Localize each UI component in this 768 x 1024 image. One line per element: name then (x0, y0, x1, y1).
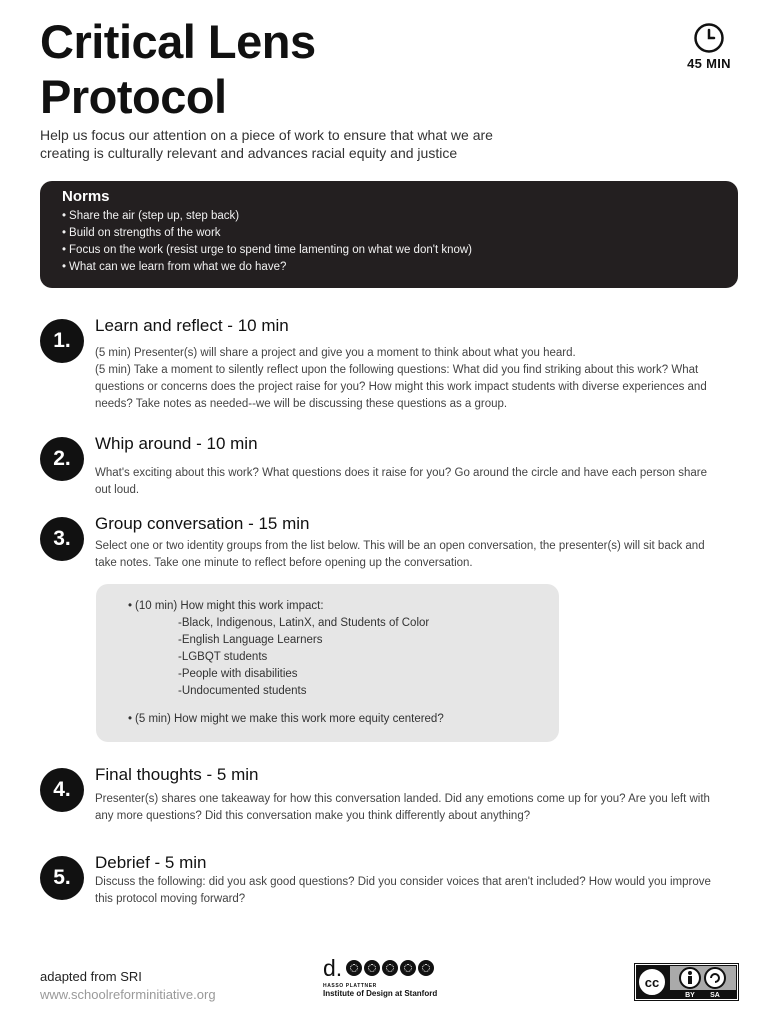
identity-group: -Black, Indigenous, LatinX, and Students of Color (178, 617, 430, 629)
step-number-badge: 1. (40, 319, 84, 363)
cc-by-sa-license-icon (634, 963, 739, 1001)
cc-sa-label: SA (710, 992, 720, 999)
step-line: Presenter(s) shares one takeaway for how this conversation landed. Did any emotions come up for you? Are you left with any more questions? Did this conversation make you think differently about anything? (95, 793, 710, 822)
step-number-badge: 5. (40, 856, 84, 900)
page-title (40, 14, 316, 124)
step-title: Final thoughts - 5 min (95, 765, 259, 784)
step-description (95, 874, 715, 908)
svg-text:cc: cc (644, 975, 660, 990)
page-subtitle: Help us focus our attention on a piece of work to ensure that what we are creating is culturally relevant and advances racial equity and justice (40, 127, 493, 161)
step-title: Learn and reflect - 10 min (95, 316, 289, 335)
identity-groups-box (96, 584, 559, 742)
norm-item: • Build on strengths of the work (62, 225, 716, 242)
cc-by-label: BY (685, 992, 695, 999)
step-title: Group conversation - 15 min (95, 514, 310, 533)
norm-item: • Focus on the work (resist urge to spend time lamenting on what we don't know) (62, 242, 716, 259)
step-title: Whip around - 10 min (95, 434, 258, 453)
dschool-line-2: Institute of Design at Stanford (323, 989, 438, 998)
norms-list (62, 208, 716, 276)
dschool-mark: d. (323, 955, 343, 981)
step-title: Debrief - 5 min (95, 853, 207, 872)
step-line: Discuss the following: did you ask good questions? Did you consider voices that aren't included? How would you improve this protocol moving forward? (95, 876, 711, 905)
norms-title: Norms (62, 188, 110, 205)
step-description (95, 791, 715, 825)
step-line: Select one or two identity groups from the list below. This will be an open conversation, the presenter(s) will sit back and take notes. Take one minute to reflect before opening up the conversation. (95, 540, 705, 569)
attribution (40, 968, 216, 1004)
title-line-1: Critical Lens (40, 15, 316, 68)
step-line: (5 min) Take a moment to silently reflect upon the following questions: What did you find striking about this work? What questions or concerns does the project raise for you? How might this work impact students with diverse experiences and needs? Take notes as needed--we will be discussing these questions as a group. (95, 364, 707, 410)
duration-indicator (678, 22, 740, 71)
dschool-circle-icon (418, 960, 434, 976)
dschool-circle-icon (400, 960, 416, 976)
identity-group: -LGBQT students (178, 651, 268, 663)
identity-group: -People with disabilities (178, 668, 298, 680)
identity-question: • (10 min) How might this work impact: (128, 598, 559, 615)
identity-group: -Undocumented students (178, 685, 307, 697)
identity-group: -English Language Learners (178, 634, 323, 646)
norms-panel (40, 181, 738, 288)
dschool-circle-icon (364, 960, 380, 976)
step-description (95, 465, 715, 499)
clock-icon (693, 22, 725, 54)
step-number-badge: 4. (40, 768, 84, 812)
sri-link[interactable]: www.schoolreforminitiative.org (40, 987, 216, 1002)
dschool-line-1: HASSO PLATTNER (323, 983, 377, 989)
step-description (95, 345, 715, 413)
dschool-circle-icon (382, 960, 398, 976)
title-line-2: Protocol (40, 70, 227, 123)
step-number-badge: 2. (40, 437, 84, 481)
dschool-logo (323, 956, 453, 998)
dschool-circle-icon (346, 960, 362, 976)
norm-item: • Share the air (step up, step back) (62, 208, 716, 225)
step-number-badge: 3. (40, 517, 84, 561)
duration-label: 45 MIN (687, 56, 731, 71)
step-description (95, 538, 715, 572)
adapted-from-text: adapted from SRI (40, 969, 142, 984)
norm-item: • What can we learn from what we do have? (62, 259, 716, 276)
step-line: (5 min) Presenter(s) will share a project and give you a moment to think about what you heard. (95, 347, 576, 359)
step-line: What's exciting about this work? What questions does it raise for you? Go around the circle and have each person share out loud. (95, 467, 708, 496)
identity-question: • (5 min) How might we make this work more equity centered? (128, 711, 559, 728)
